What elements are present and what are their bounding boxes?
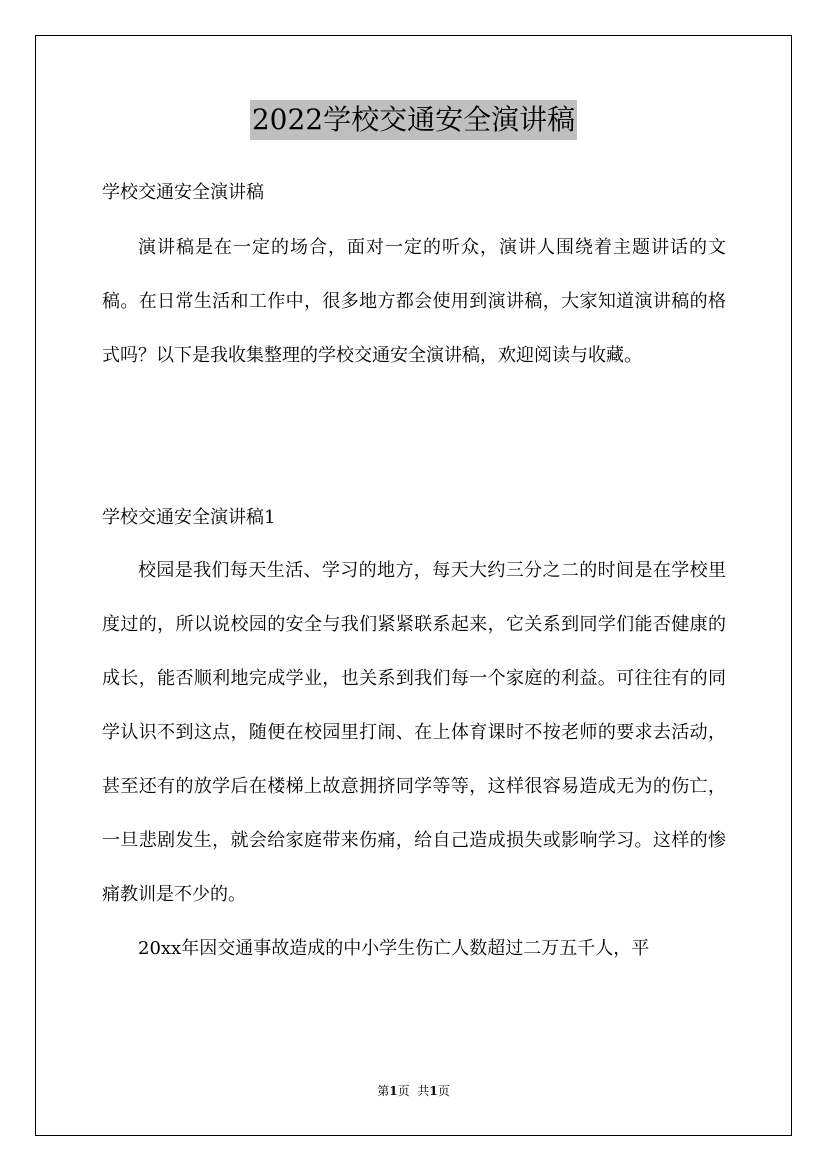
title-text: 2022学校交通安全演讲稿: [250, 100, 577, 140]
section-heading: 学校交通安全演讲稿1: [102, 507, 276, 528]
subtitle: 学校交通安全演讲稿: [102, 182, 264, 203]
body-paragraph-1: 校园是我们每天生活、学习的地方，每天大约三分之二的时间是在学校里度过的，所以说校园的安全与我们紧紧联系起来，它关系到同学们能否健康的成长，能否顺利地完成学业，也关系到我们每一个家庭的利益。可往往有的同学认识不到这点，随便在校园里打闹、在上体育课时不按老师的要求去活动，甚至还有的放学后在楼梯上故意拥挤同学等等，这样很容易造成无为的伤亡，一旦悲剧发生，就会给家庭带来伤痛，给自己造成损失或影响学习。这样的惨痛教训是不少的。: [102, 560, 726, 905]
footer-total-number: 1: [429, 1084, 438, 1098]
footer-total-suffix: 页: [437, 1084, 450, 1098]
footer-page-number: 1: [389, 1084, 398, 1098]
body-paragraph-2: 20xx年因交通事故造成的中小学生伤亡人数超过二万五千人，平: [138, 938, 650, 959]
page-footer: [0, 1083, 827, 1099]
footer-page-suffix: 页: [397, 1084, 410, 1098]
intro-block: [102, 221, 726, 383]
intro-paragraph: 演讲稿是在一定的场合，面对一定的听众，演讲人围绕着主题讲话的文稿。在日常生活和工作中，很多地方都会使用到演讲稿，大家知道演讲稿的格式吗？以下是我收集整理的学校交通安全演讲稿，欢迎阅读与收藏。: [102, 237, 726, 366]
document-title: [0, 100, 827, 140]
section-body: [102, 544, 726, 976]
footer-total-prefix: 共: [417, 1084, 430, 1098]
footer-page-prefix: 第: [377, 1084, 390, 1098]
